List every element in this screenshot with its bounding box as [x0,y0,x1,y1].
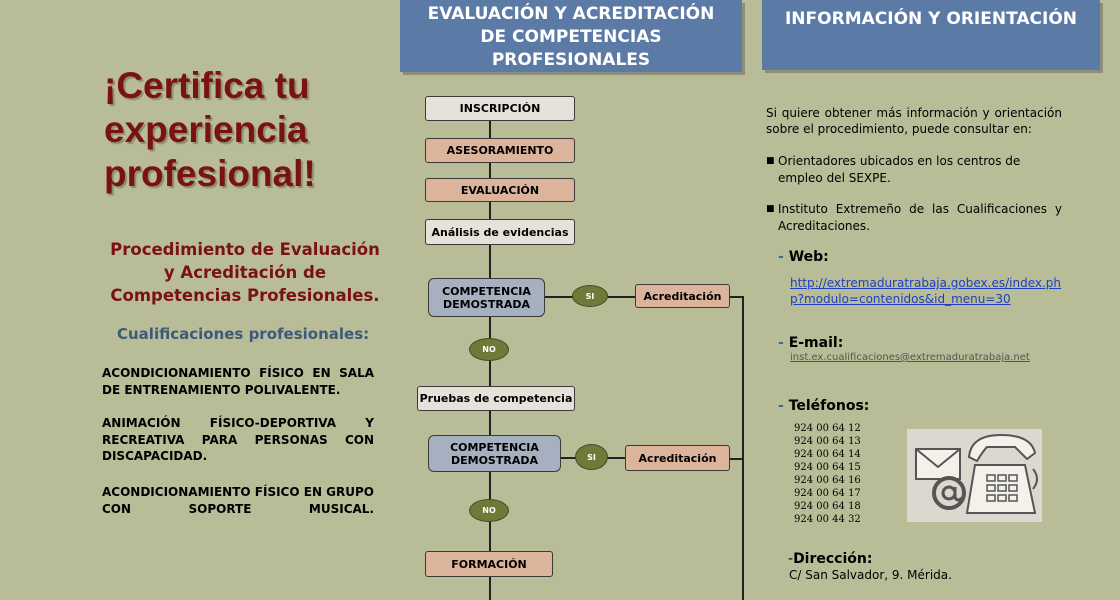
title-line-3: profesional! [104,153,316,194]
phone-number: 924 00 64 13 [794,436,861,447]
dash-icon: - [778,398,789,414]
phone-number: 924 00 64 12 [794,423,861,434]
flow-decision-competencia [428,435,561,472]
email-label: E-mail: [788,335,844,351]
decision-line-1: COMPETENCIA [450,440,539,454]
flow-header-line-3: PROFESIONALES [491,50,651,70]
title-line-1: ¡Certifica tu [104,65,310,106]
connector-line [742,296,744,600]
qualification-item: ACONDICIONAMIENTO FÍSICO EN GRUPO CON SOPORTE MUSICAL. [102,485,374,516]
no-badge: NO [469,338,509,361]
no-badge: NO [469,499,509,522]
bullet-text: Orientadores ubicados en los centros de empleo del SEXPE. [778,154,1021,185]
connector-line [489,411,491,435]
flow-step-analisis: Análisis de evidencias [425,219,575,245]
phone-number: 924 00 64 17 [794,488,861,499]
phone-number: 924 00 44 32 [794,514,861,525]
flow-step-acreditacion: Acreditación [625,445,730,471]
info-header [762,0,1100,70]
main-title [104,64,316,196]
connector-line [489,202,491,219]
dash-icon: - [778,249,789,265]
connector-line [489,245,491,278]
flow-step-inscripcion: INSCRIPCIÓN [425,96,575,121]
flow-step-evaluacion: EVALUACIÓN [425,178,575,202]
flow-step-formacion: FORMACIÓN [425,551,553,577]
connector-line [489,577,491,600]
yes-badge: SI [572,285,608,307]
bullet-icon: ■ [766,156,775,166]
email-link[interactable]: inst.ex.cualificaciones@extremaduratrabaja.net [790,352,1030,363]
phone-number: 924 00 64 16 [794,475,861,486]
flow-header-line-2: DE COMPETENCIAS [480,27,662,47]
qualifications-heading: Cualificaciones profesionales: [117,325,370,343]
decision-line-2: DEMOSTRADA [450,453,538,467]
phone-number: 924 00 64 18 [794,501,861,512]
web-section-heading [778,249,829,265]
decision-line-1: COMPETENCIA [442,284,531,298]
flow-header-line-1: EVALUACIÓN Y ACREDITACIÓN [427,4,715,24]
phone-number: 924 00 64 15 [794,462,861,473]
decision-line-2: DEMOSTRADA [442,297,530,311]
web-link[interactable]: http://extremaduratrabaja.gobex.es/index.php?modulo=contenidos&id_menu=30 [790,276,1062,306]
info-bullet [766,201,1062,234]
subtitle-line-1: Procedimiento de Evaluación [110,240,380,259]
bullet-icon: ■ [766,204,775,214]
connector-line [489,121,491,138]
address-text: C/ San Salvador, 9. Mérida. [789,568,952,582]
dash-icon: - [788,551,794,567]
contact-illustration [907,429,1042,522]
dash-icon: - [778,335,789,351]
procedure-subtitle [104,238,386,307]
web-label: Web: [788,249,829,265]
info-header-title: INFORMACIÓN Y ORIENTACIÓN [784,9,1078,29]
flow-decision-competencia [428,278,545,317]
phone-list [794,422,861,526]
address-label: Dirección: [793,551,873,567]
qualification-item: ACONDICIONAMIENTO FÍSICO EN SALA DE ENTRENAMIENTO POLIVALENTE. [102,366,374,397]
address-section-heading [788,551,872,567]
phones-section-heading [778,398,869,414]
phones-label: Teléfonos: [788,398,870,414]
subtitle-line-2: y Acreditación de [163,263,327,282]
flow-header [400,0,742,72]
phone-email-icon [907,429,1042,522]
bullet-text: Instituto Extremeño de las Cualificaciones y Acreditaciones. [778,202,1062,233]
flow-step-asesoramiento: ASESORAMIENTO [425,138,575,163]
flow-step-pruebas: Pruebas de competencia [417,386,575,411]
subtitle-line-3: Competencias Profesionales. [110,286,380,305]
flow-step-acreditacion: Acreditación [635,284,730,308]
email-section-heading [778,335,843,351]
phone-number: 924 00 64 14 [794,449,861,460]
yes-badge: SI [575,444,608,470]
qualification-item: ANIMACIÓN FÍSICO-DEPORTIVA Y RECREATIVA PARA PERSONAS CON DISCAPACIDAD. [102,416,374,463]
info-bullet [766,153,1062,186]
connector-line [489,163,491,178]
title-line-2: experiencia [104,109,308,150]
info-intro: Si quiere obtener más información y orientación sobre el procedimiento, puede consultar en: [766,106,1062,136]
